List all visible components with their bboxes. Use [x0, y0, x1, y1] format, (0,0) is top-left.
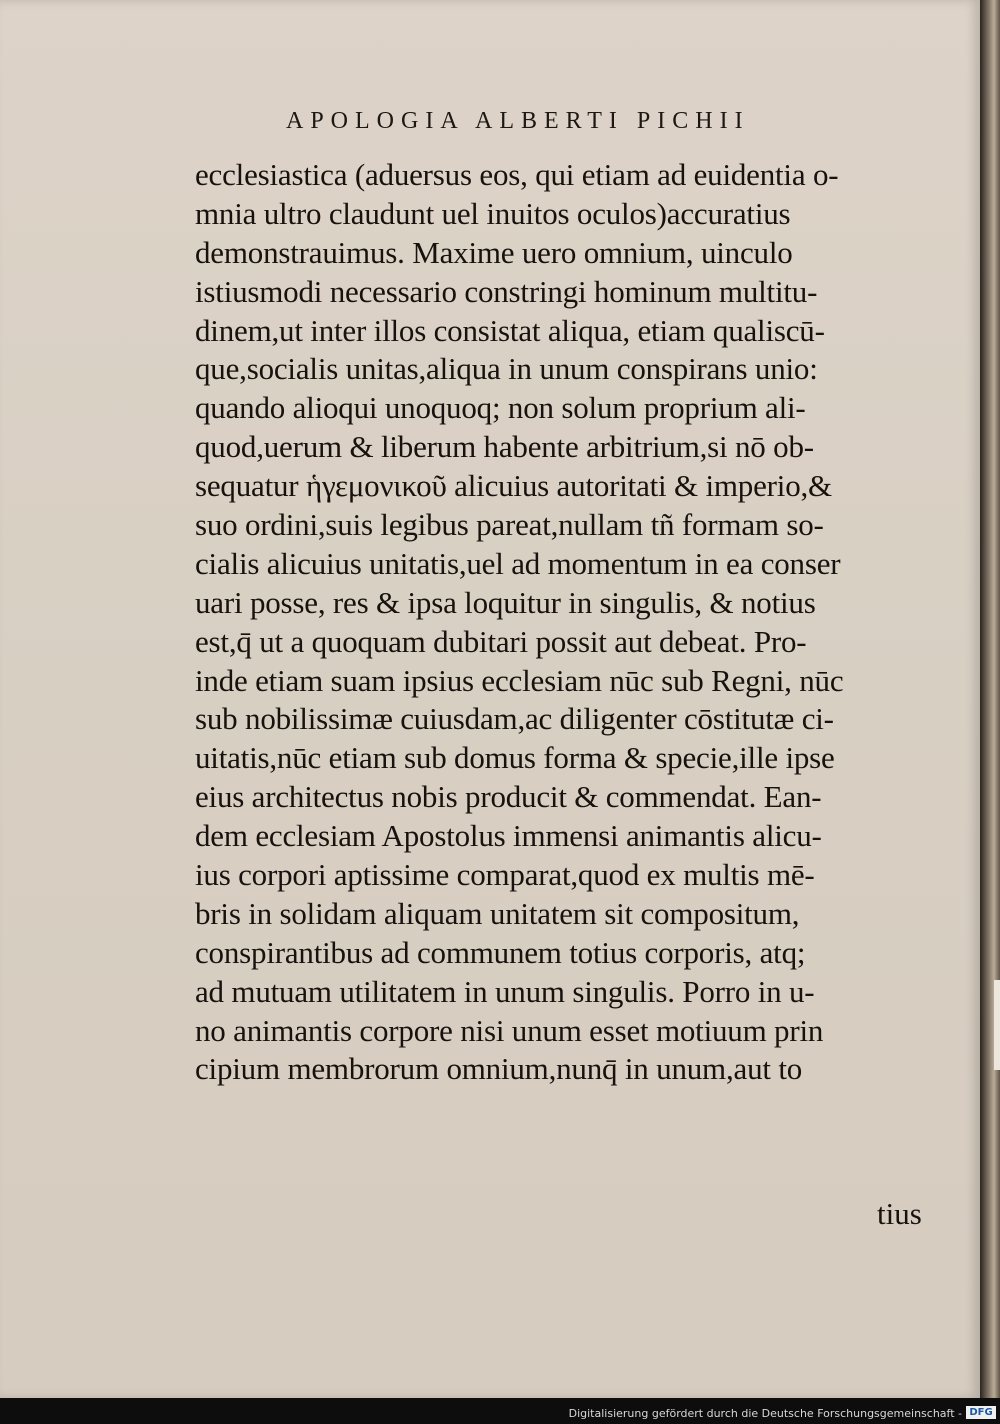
digitization-credit: Digitalisierung gefördert durch die Deutsche Forschungsgemeinschaft - [568, 1407, 962, 1420]
text-line: ius corpori aptissime comparat,quod ex multis mē- [195, 857, 815, 893]
running-head: APOLOGIA ALBERTI PICHII [286, 108, 750, 134]
text-line: mnia ultro claudunt uel inuitos oculos)accuratius [195, 195, 791, 231]
text-line: cialis alicuius unitatis,uel ad momentum in ea conser [195, 545, 841, 581]
text-line: suo ordini,suis legibus pareat,nullam tñ formam so- [195, 507, 824, 543]
catchword: tius [877, 1196, 922, 1231]
binding-mark [994, 980, 1000, 1070]
text-line: sub nobilissimæ cuiusdam,ac diligenter cōstitutæ ci- [195, 701, 834, 737]
text-line: est,q̄ ut a quoquam dubitari possit aut debeat. Pro- [195, 623, 807, 659]
page-edge [980, 0, 1000, 1398]
text-line: ecclesiastica (aduersus eos, qui etiam ad euidentia o- [195, 157, 839, 192]
dfg-logo: DFG [966, 1406, 996, 1419]
text-line: bris in solidam aliquam unitatem sit compositum, [195, 895, 800, 931]
text-line: cipium membrorum omnium,nunq̄ in unum,aut to [195, 1051, 803, 1087]
text-line: eius architectus nobis producit & commendat. Ean- [195, 779, 822, 815]
text-line: ad mutuam utilitatem in unum singulis. Porro in u- [195, 973, 815, 1009]
text-line: quando alioqui unoquoq; non solum proprium ali- [195, 390, 806, 426]
body-text [195, 156, 945, 1089]
text-line: sequatur ἡγεμονικοῦ alicuius autoritati & imperio,& [195, 468, 832, 504]
text-line: dinem,ut inter illos consistat aliqua, etiam qualiscū- [195, 312, 825, 348]
text-line: no animantis corpore nisi unum esset motiuum prin [195, 1012, 824, 1048]
text-line: conspirantibus ad communem totius corporis, atq; [195, 934, 806, 970]
text-line: uitatis,nūc etiam sub domus forma & specie,ille ipse [195, 740, 835, 776]
text-line: istiusmodi necessario constringi hominum multitu- [195, 273, 818, 309]
text-line: dem ecclesiam Apostolus immensi animantis alicu- [195, 818, 822, 854]
text-line: demonstrauimus. Maxime uero omnium, uinculo [195, 234, 793, 270]
text-line: quod,uerum & liberum habente arbitrium,si nō ob- [195, 429, 814, 465]
text-line: uari posse, res & ipsa loquitur in singulis, & notius [195, 584, 816, 620]
text-line: inde etiam suam ipsius ecclesiam nūc sub Regni, nūc [195, 662, 844, 698]
text-line: que,socialis unitas,aliqua in unum conspirans unio: [195, 351, 818, 387]
